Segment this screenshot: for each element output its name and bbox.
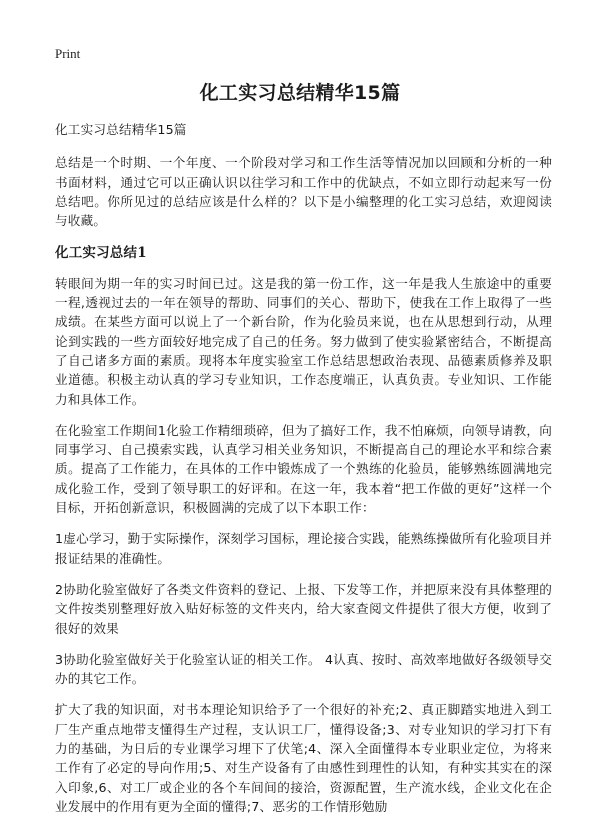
body-paragraph-6: 扩大了我的知识面，对书本理论知识给予了一个很好的补充;2、真正脚踏实地进入到工厂生产重点地带支懂得生产过程，支认识工厂，懂得设备;3、对专业知识的学习打下有力的基础，为日后的专业课学习埋下了伏笔;4、深入全面懂得本专业职业定位，为将来工作有了必定的导向作用;5、对生产设备有了由感性到理性的认知，有种实其实在的深入印象,6、对工厂或企业的各个车间间的接洽，资源配置，生产流水线，企业文化在企业发展中的作用有更为全面的懂得;7、恶劣的工作情形勉励 [55, 702, 552, 814]
body-paragraph-3: 1虚心学习，勤于实际操作，深刻学习国标，理论接合实践，能熟练操做所有化验项目并报证结果的准确性。 [55, 531, 552, 566]
intro-paragraph: 总结是一个时期、一个年度、一个阶段对学习和工作生活等情况加以回顾和分析的一种书面材料，通过它可以正确认识以往学习和工作中的优缺点，不如立即行动起来写一份总结吧。你所见过的总结应该是什么样的？以下是小编整理的化工实习总结，欢迎阅读与收藏。 [55, 155, 552, 229]
body-paragraph-4: 2协助化验室做好了各类文件资料的登记、上报、下发等工作，并把原来没有具体整理的文件按类别整理好放入贴好标签的文件夹内，给大家查阅文件提供了很大方便，收到了很好的效果 [55, 581, 552, 636]
document-body [55, 120, 552, 828]
body-paragraph-1: 转眼间为期一年的实习时间已过。这是我的第一份工作，这一年是我人生旅途中的重要一程,透视过去的一年在领导的帮助、同事们的关心、帮助下，使我在工作上取得了一些成绩。在某些方面可以说上了一个新台阶，作为化验员来说，也在从思想到行动，从理论到实践的一些方面较好地完成了自己的任务。努力做到了使实验紧密结合，不断提高了自己诸多方面的素质。现将本年度实验室工作总结思想政治表现、品德素质修养及职业道德。积极主动认真的学习专业知识，工作态度端正，认真负责。专业知识、工作能力和具体工作。 [55, 275, 552, 407]
section-heading: 化工实习总结1 [55, 245, 147, 262]
body-paragraph-5: 3协助化验室做好关于化验室认证的相关工作。 4认真、按时、高效率地做好各级领导交办的其它工作。 [55, 651, 552, 687]
print-link[interactable]: Print [55, 46, 81, 61]
body-paragraph-2: 在化验室工作期间1化验工作精细琐碎，但为了搞好工作，我不怕麻烦，向领导请教，向同事学习、自己摸索实践，认真学习相关业务知识，不断提高自己的理论水平和综合素质。提高了工作能力，在具体的工作中锻炼成了一个熟练的化验员，能够熟练圆满地完成化验工作，受到了领导职工的好评和。在这一年，我本着“把工作做的更好”这样一个目标，开拓创新意识，积极圆满的完成了以下本职工作： [55, 422, 552, 516]
page-title: 化工实习总结精华15篇 [199, 82, 401, 104]
document-subtitle: 化工实习总结精华15篇 [55, 122, 187, 137]
